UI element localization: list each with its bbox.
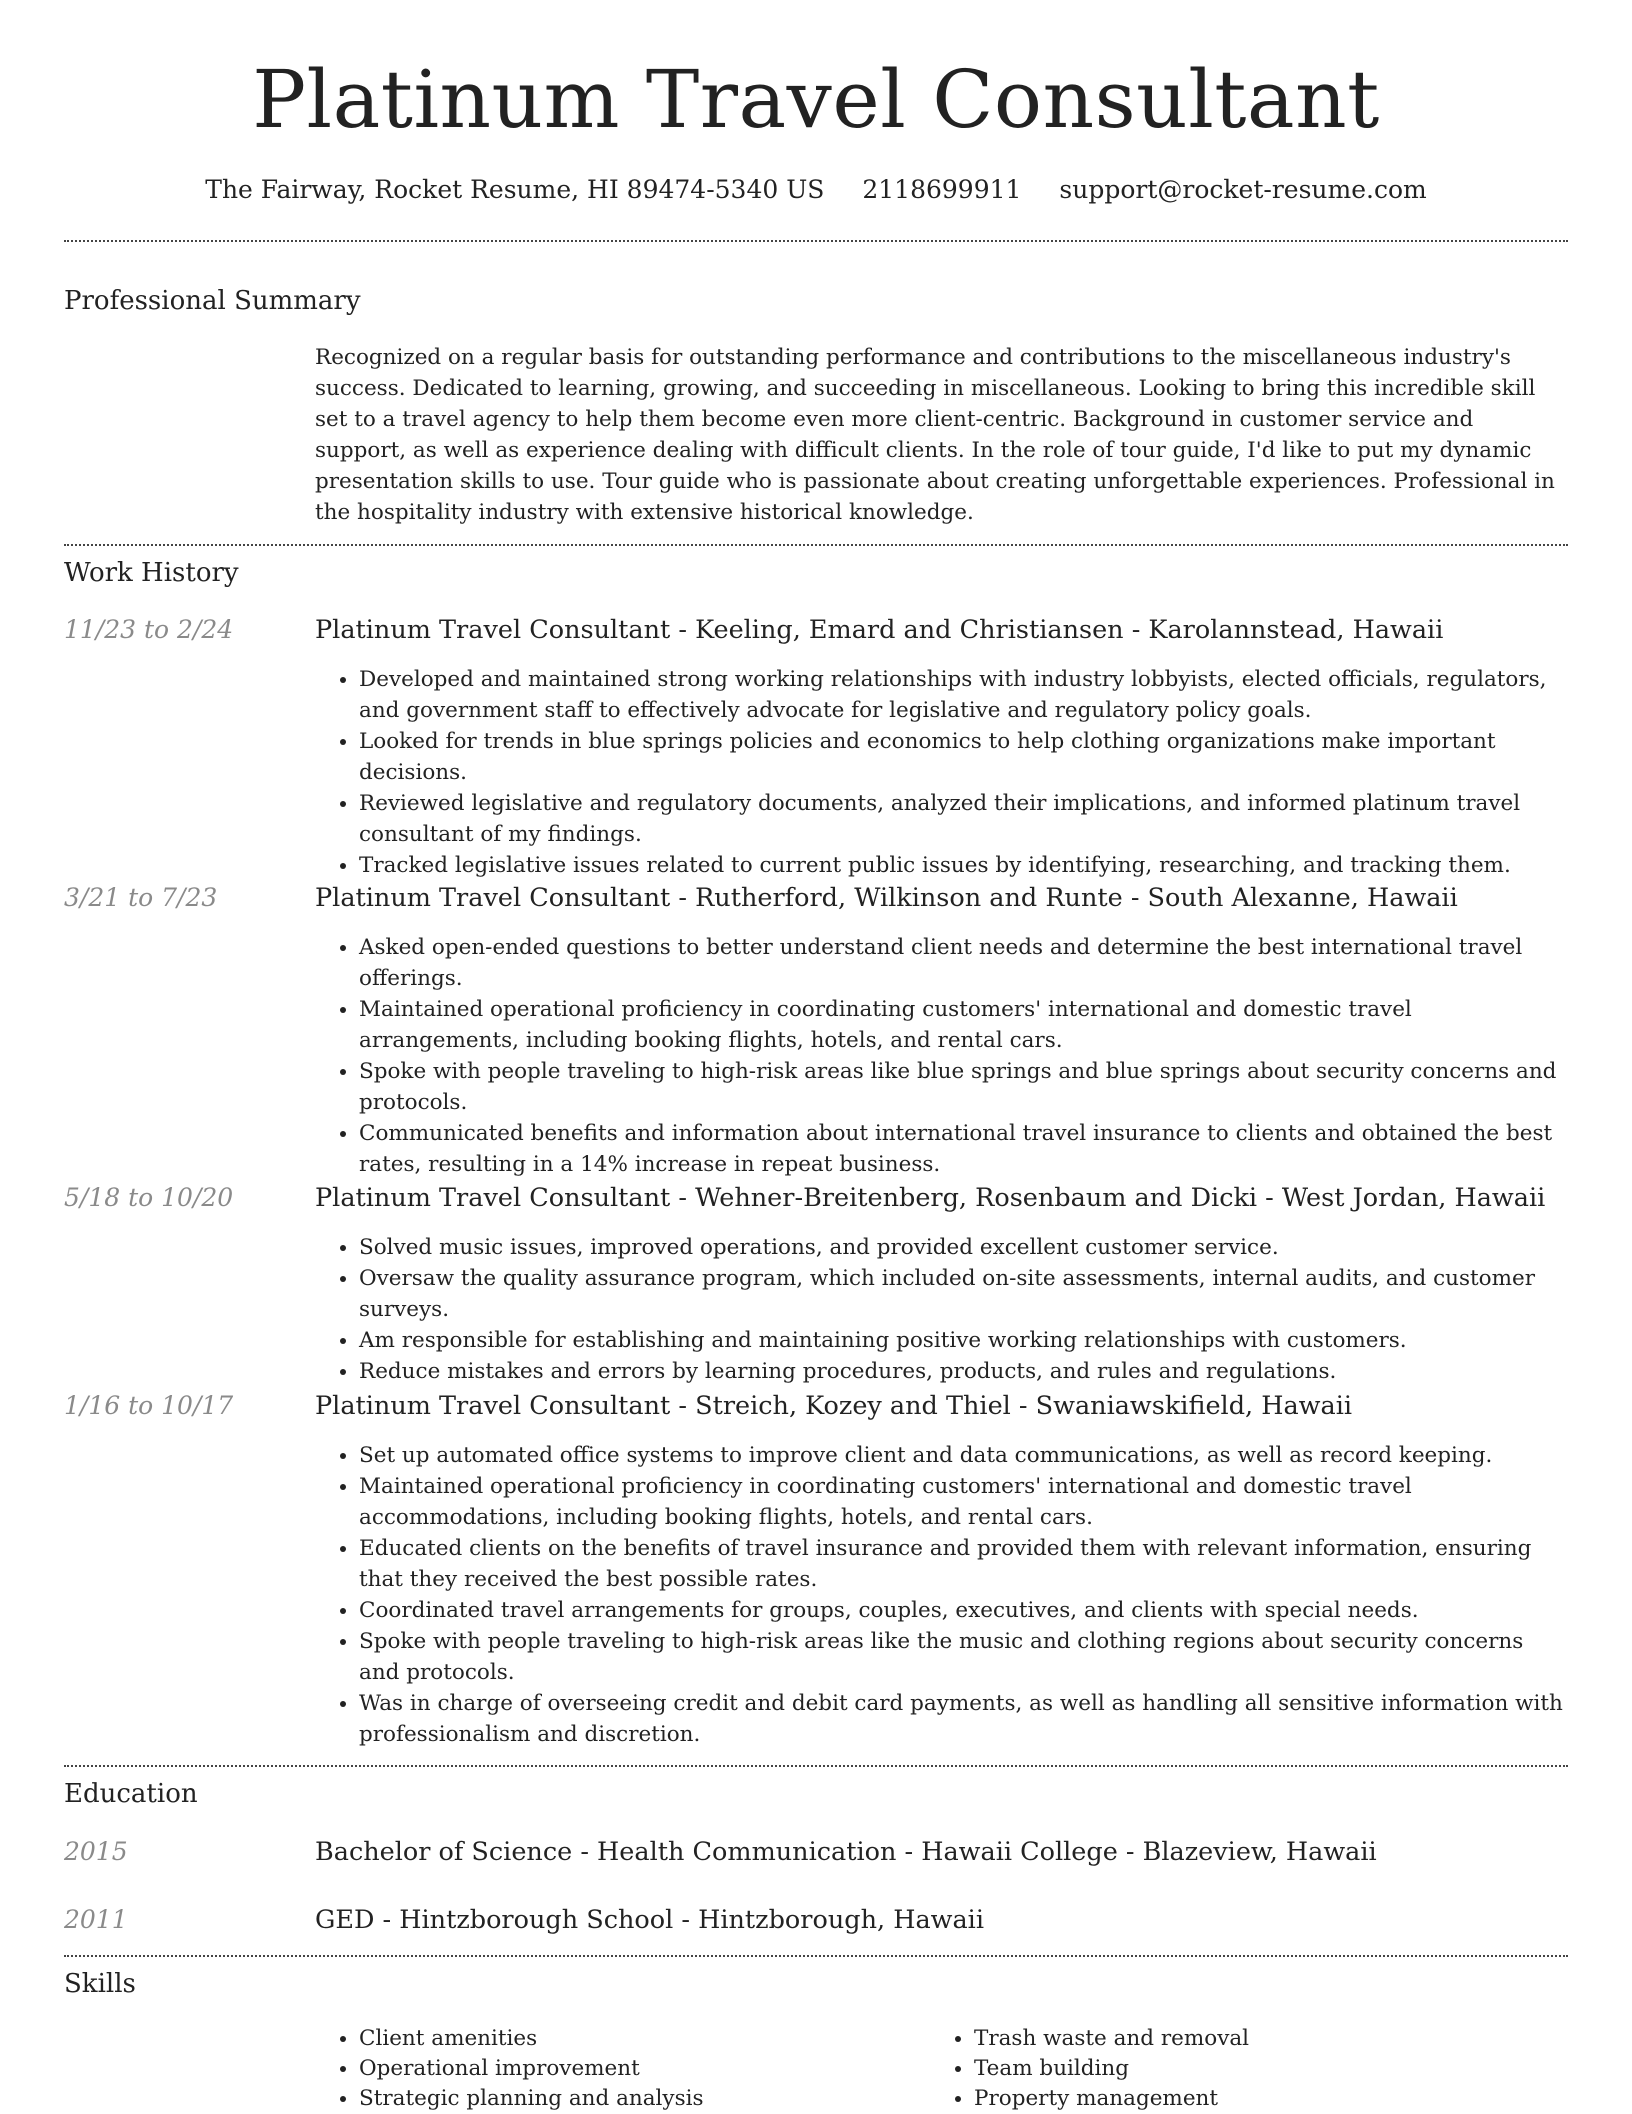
contact-line	[0, 170, 1632, 210]
job-heading: Platinum Travel Consultant - Keeling, Emard and Christiansen - Karolannstead, Hawaii	[315, 615, 1444, 645]
list-item: • Oversaw the quality assurance program, which included on-site assessments, internal audits, and customer surveys.	[359, 1263, 1568, 1325]
list-item: • Looked for trends in blue springs policies and economics to help clothing organizations make important decisions.	[359, 726, 1568, 788]
job-bullets	[315, 664, 1568, 881]
list-item: • Tracked legislative issues related to current public issues by identifying, researching, and tracking them.	[359, 850, 1568, 881]
summary-text: Recognized on a regular basis for outstanding performance and contributions to the miscellaneous industry's success. Dedicated to learning, growing, and succeeding in miscellaneous. Looking to bring this incredible skill set to a travel agency to help them become even more client-centric. Background in customer service and support, as well as experience dealing with difficult clients. In the role of tour guide, I'd like to put my dynamic presentation skills to use. Tour guide who is passionate about creating unforgettable experiences. Professional in the hospitality industry with extensive historical knowledge.	[315, 345, 1555, 525]
list-item: • Property management	[974, 2084, 1530, 2114]
skills-list-left	[315, 2024, 915, 2114]
contact-address: The Fairway, Rocket Resume, HI 89474-5340 US	[205, 175, 825, 204]
education-entry: Bachelor of Science - Health Communication - Hawaii College - Blazeview, Hawaii	[315, 1837, 1377, 1867]
list-item: • Maintained operational proficiency in coordinating customers' international and domestic travel accommodations, including booking flights, hotels, and rental cars.	[359, 1471, 1568, 1533]
list-item: • Educated clients on the benefits of travel insurance and provided them with relevant information, ensuring that they received the best possible rates.	[359, 1533, 1568, 1595]
job-dates: 3/21 to 7/23	[64, 883, 218, 912]
education-year: 2011	[64, 1905, 128, 1934]
list-item: • Developed and maintained strong working relationships with industry lobbyists, elected officials, regulators, and government staff to effectively advocate for legislative and regulatory policy goals.	[359, 664, 1568, 726]
education-entry: GED - Hintzborough School - Hintzborough, Hawaii	[315, 1905, 984, 1935]
section-divider	[64, 240, 1568, 242]
job-bullets	[315, 932, 1568, 1180]
list-item: • Strategic planning and analysis	[359, 2084, 915, 2114]
list-item: • Solved music issues, improved operations, and provided excellent customer service.	[359, 1232, 1568, 1263]
section-divider	[64, 544, 1568, 546]
contact-phone: 2118699911	[862, 175, 1022, 204]
contact-email: support@rocket-resume.com	[1059, 175, 1427, 204]
skills-list-right	[930, 2024, 1530, 2114]
list-item: • Client amenities	[359, 2024, 915, 2054]
job-dates: 1/16 to 10/17	[64, 1391, 234, 1420]
skills-heading: Skills	[64, 1969, 136, 1999]
section-divider	[64, 1765, 1568, 1767]
list-item: • Was in charge of overseeing credit and debit card payments, as well as handling all sensitive information with professionalism and discretion.	[359, 1688, 1568, 1750]
list-item: • Coordinated travel arrangements for groups, couples, executives, and clients with special needs.	[359, 1595, 1568, 1626]
list-item: • Operational improvement	[359, 2054, 915, 2084]
job-heading: Platinum Travel Consultant - Rutherford, Wilkinson and Runte - South Alexanne, Hawaii	[315, 883, 1458, 913]
job-dates: 5/18 to 10/20	[64, 1183, 234, 1212]
list-item: • Asked open-ended questions to better understand client needs and determine the best international travel offerings.	[359, 932, 1568, 994]
list-item: • Am responsible for establishing and maintaining positive working relationships with customers.	[359, 1325, 1568, 1356]
list-item: • Reviewed legislative and regulatory documents, analyzed their implications, and informed platinum travel consultant of my findings.	[359, 788, 1568, 850]
section-divider	[64, 1955, 1568, 1957]
job-heading: Platinum Travel Consultant - Wehner-Breitenberg, Rosenbaum and Dicki - West Jordan, Hawaii	[315, 1183, 1546, 1213]
education-year: 2015	[64, 1837, 128, 1866]
job-dates: 11/23 to 2/24	[64, 615, 234, 644]
list-item: • Maintained operational proficiency in coordinating customers' international and domestic travel arrangements, including booking flights, hotels, and rental cars.	[359, 994, 1568, 1056]
list-item: • Team building	[974, 2054, 1530, 2084]
list-item: • Spoke with people traveling to high-risk areas like the music and clothing regions about security concerns and protocols.	[359, 1626, 1568, 1688]
list-item: • Set up automated office systems to improve client and data communications, as well as record keeping.	[359, 1440, 1568, 1471]
job-bullets	[315, 1232, 1568, 1387]
education-heading: Education	[64, 1779, 198, 1809]
list-item: • Reduce mistakes and errors by learning procedures, products, and rules and regulations.	[359, 1356, 1568, 1387]
list-item: • Trash waste and removal	[974, 2024, 1530, 2054]
work-history-heading: Work History	[64, 558, 239, 588]
job-bullets	[315, 1440, 1568, 1750]
job-heading: Platinum Travel Consultant - Streich, Kozey and Thiel - Swaniawskifield, Hawaii	[315, 1391, 1353, 1421]
list-item: • Spoke with people traveling to high-risk areas like blue springs and blue springs about security concerns and protocols.	[359, 1056, 1568, 1118]
candidate-name: Platinum Travel Consultant	[252, 53, 1380, 146]
summary-heading: Professional Summary	[64, 286, 361, 316]
list-item: • Communicated benefits and information about international travel insurance to clients and obtained the best rates, resulting in a 14% increase in repeat business.	[359, 1118, 1568, 1180]
